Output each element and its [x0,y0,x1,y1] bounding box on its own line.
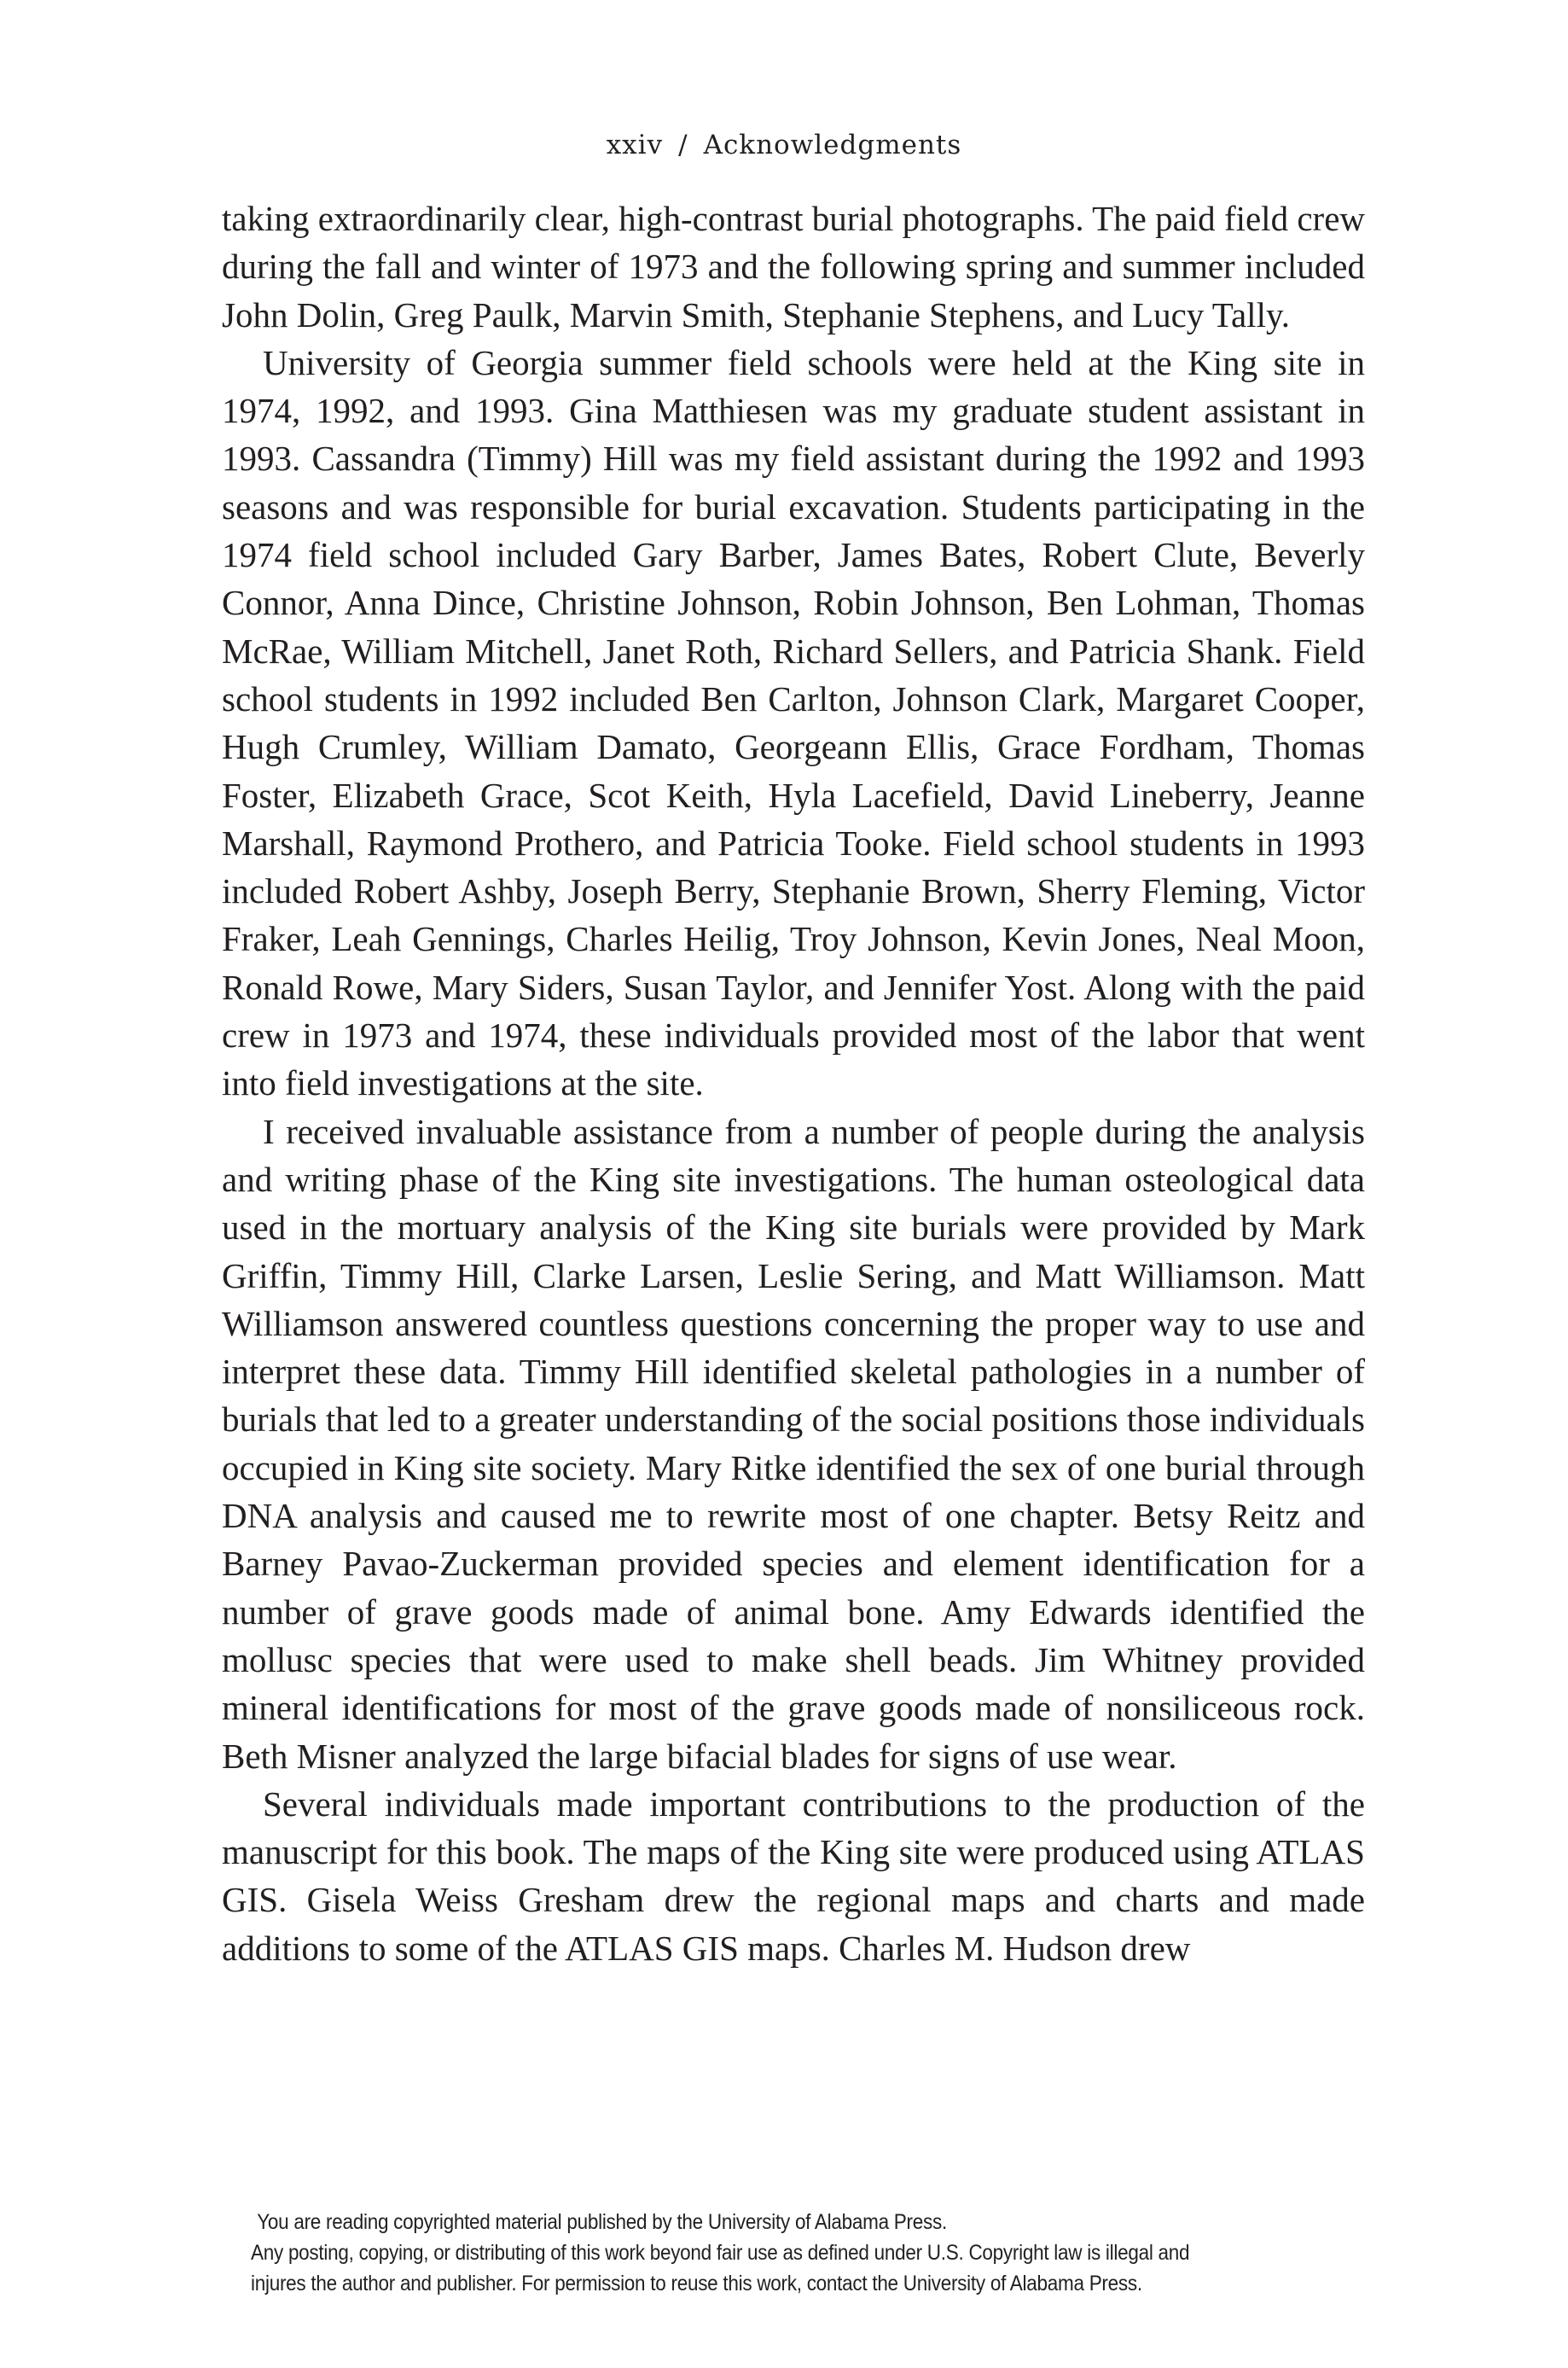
body-text [222,195,1365,1972]
notice-line-2: Any posting, copying, or distributing of this work beyond fair use as defined under U.S. Copyright law is illegal and [251,2241,1190,2265]
copyright-notice [251,2207,1326,2299]
page-number: xxiv [606,130,664,160]
paragraph-analysis: I received invaluable assistance from a number of people during the analysis and writing phase of the King site investigations. The human osteological data used in the mortuary analysis of the King site burials were provided by Mark Griffin, Timmy Hill, Clarke Larsen, Leslie Sering, and Matt Williamson. Matt Williamson answered countless questions concerning the proper way to use and interpret these data. Timmy Hill identified skeletal pathologies in a number of burials that led to a greater understanding of the social positions those individuals occupied in King site society. Mary Ritke identified the sex of one burial through DNA analysis and caused me to rewrite most of one chapter. Betsy Reitz and Barney Pavao-Zuckerman provided species and element identification for a number of grave goods made of animal bone. Amy Edwards identified the mollusc species that were used to make shell beads. Jim Whitney provided mineral identifications for most of the grave goods made of nonsiliceous rock. Beth Misner analyzed the large bifacial blades for signs of use wear. [222,1111,1365,1776]
header-separator: / [678,130,688,160]
paragraph-manuscript: Several individuals made important contributions to the production of the manuscript for this book. The maps of the King site were produced using ATLAS GIS. Gisela Weiss Gresham drew the regional maps and charts and made additions to some of the ATLAS GIS maps. Charles M. Hudson drew [222,1783,1365,1968]
notice-line-1: You are reading copyrighted material published by the University of Alabama Press. [257,2210,947,2234]
section-title: Acknowledgments [703,130,962,160]
paragraph-continued: taking extraordinarily clear, high-contrast burial photographs. The paid field crew during the fall and winter of 1973 and the following spring and summer included John Dolin, Greg Paulk, Marvin Smith, Stephanie Stephens, and Lucy Tally. [222,199,1365,335]
paragraph-field-schools: University of Georgia summer field schools were held at the King site in 1974, 1992, and 1993. Gina Matthiesen was my graduate student assistant in 1993. Cassandra (Timmy) Hill was my field assistant during the 1992 and 1993 seasons and was responsible for burial excavation. Students participating in the 1974 field school included Gary Barber, James Bates, Robert Clute, Beverly Connor, Anna Dince, Christine Johnson, Robin Johnson, Ben Lohman, Thomas McRae, William Mitchell, Janet Roth, Richard Sellers, and Patricia Shank. Field school students in 1992 included Ben Carlton, Johnson Clark, Margaret Cooper, Hugh Crumley, William Damato, Georgeann Ellis, Grace Fordham, Thomas Foster, Elizabeth Grace, Scot Keith, Hyla Lacefield, David Lineberry, Jeanne Marshall, Raymond Prothero, and Patricia Tooke. Field school students in 1993 included Robert Ashby, Joseph Berry, Stephanie Brown, Sherry Fleming, Victor Fraker, Leah Gennings, Charles Heilig, Troy Johnson, Kevin Jones, Neal Moon, Ronald Rowe, Mary Siders, Susan Taylor, and Jennifer Yost. Along with the paid crew in 1973 and 1974, these individuals provided most of the labor that went into field investigations at the site. [222,342,1365,1103]
running-head [0,130,1568,160]
notice-line-3: injures the author and publisher. For permission to reuse this work, contact the University of Alabama Press. [251,2272,1142,2295]
